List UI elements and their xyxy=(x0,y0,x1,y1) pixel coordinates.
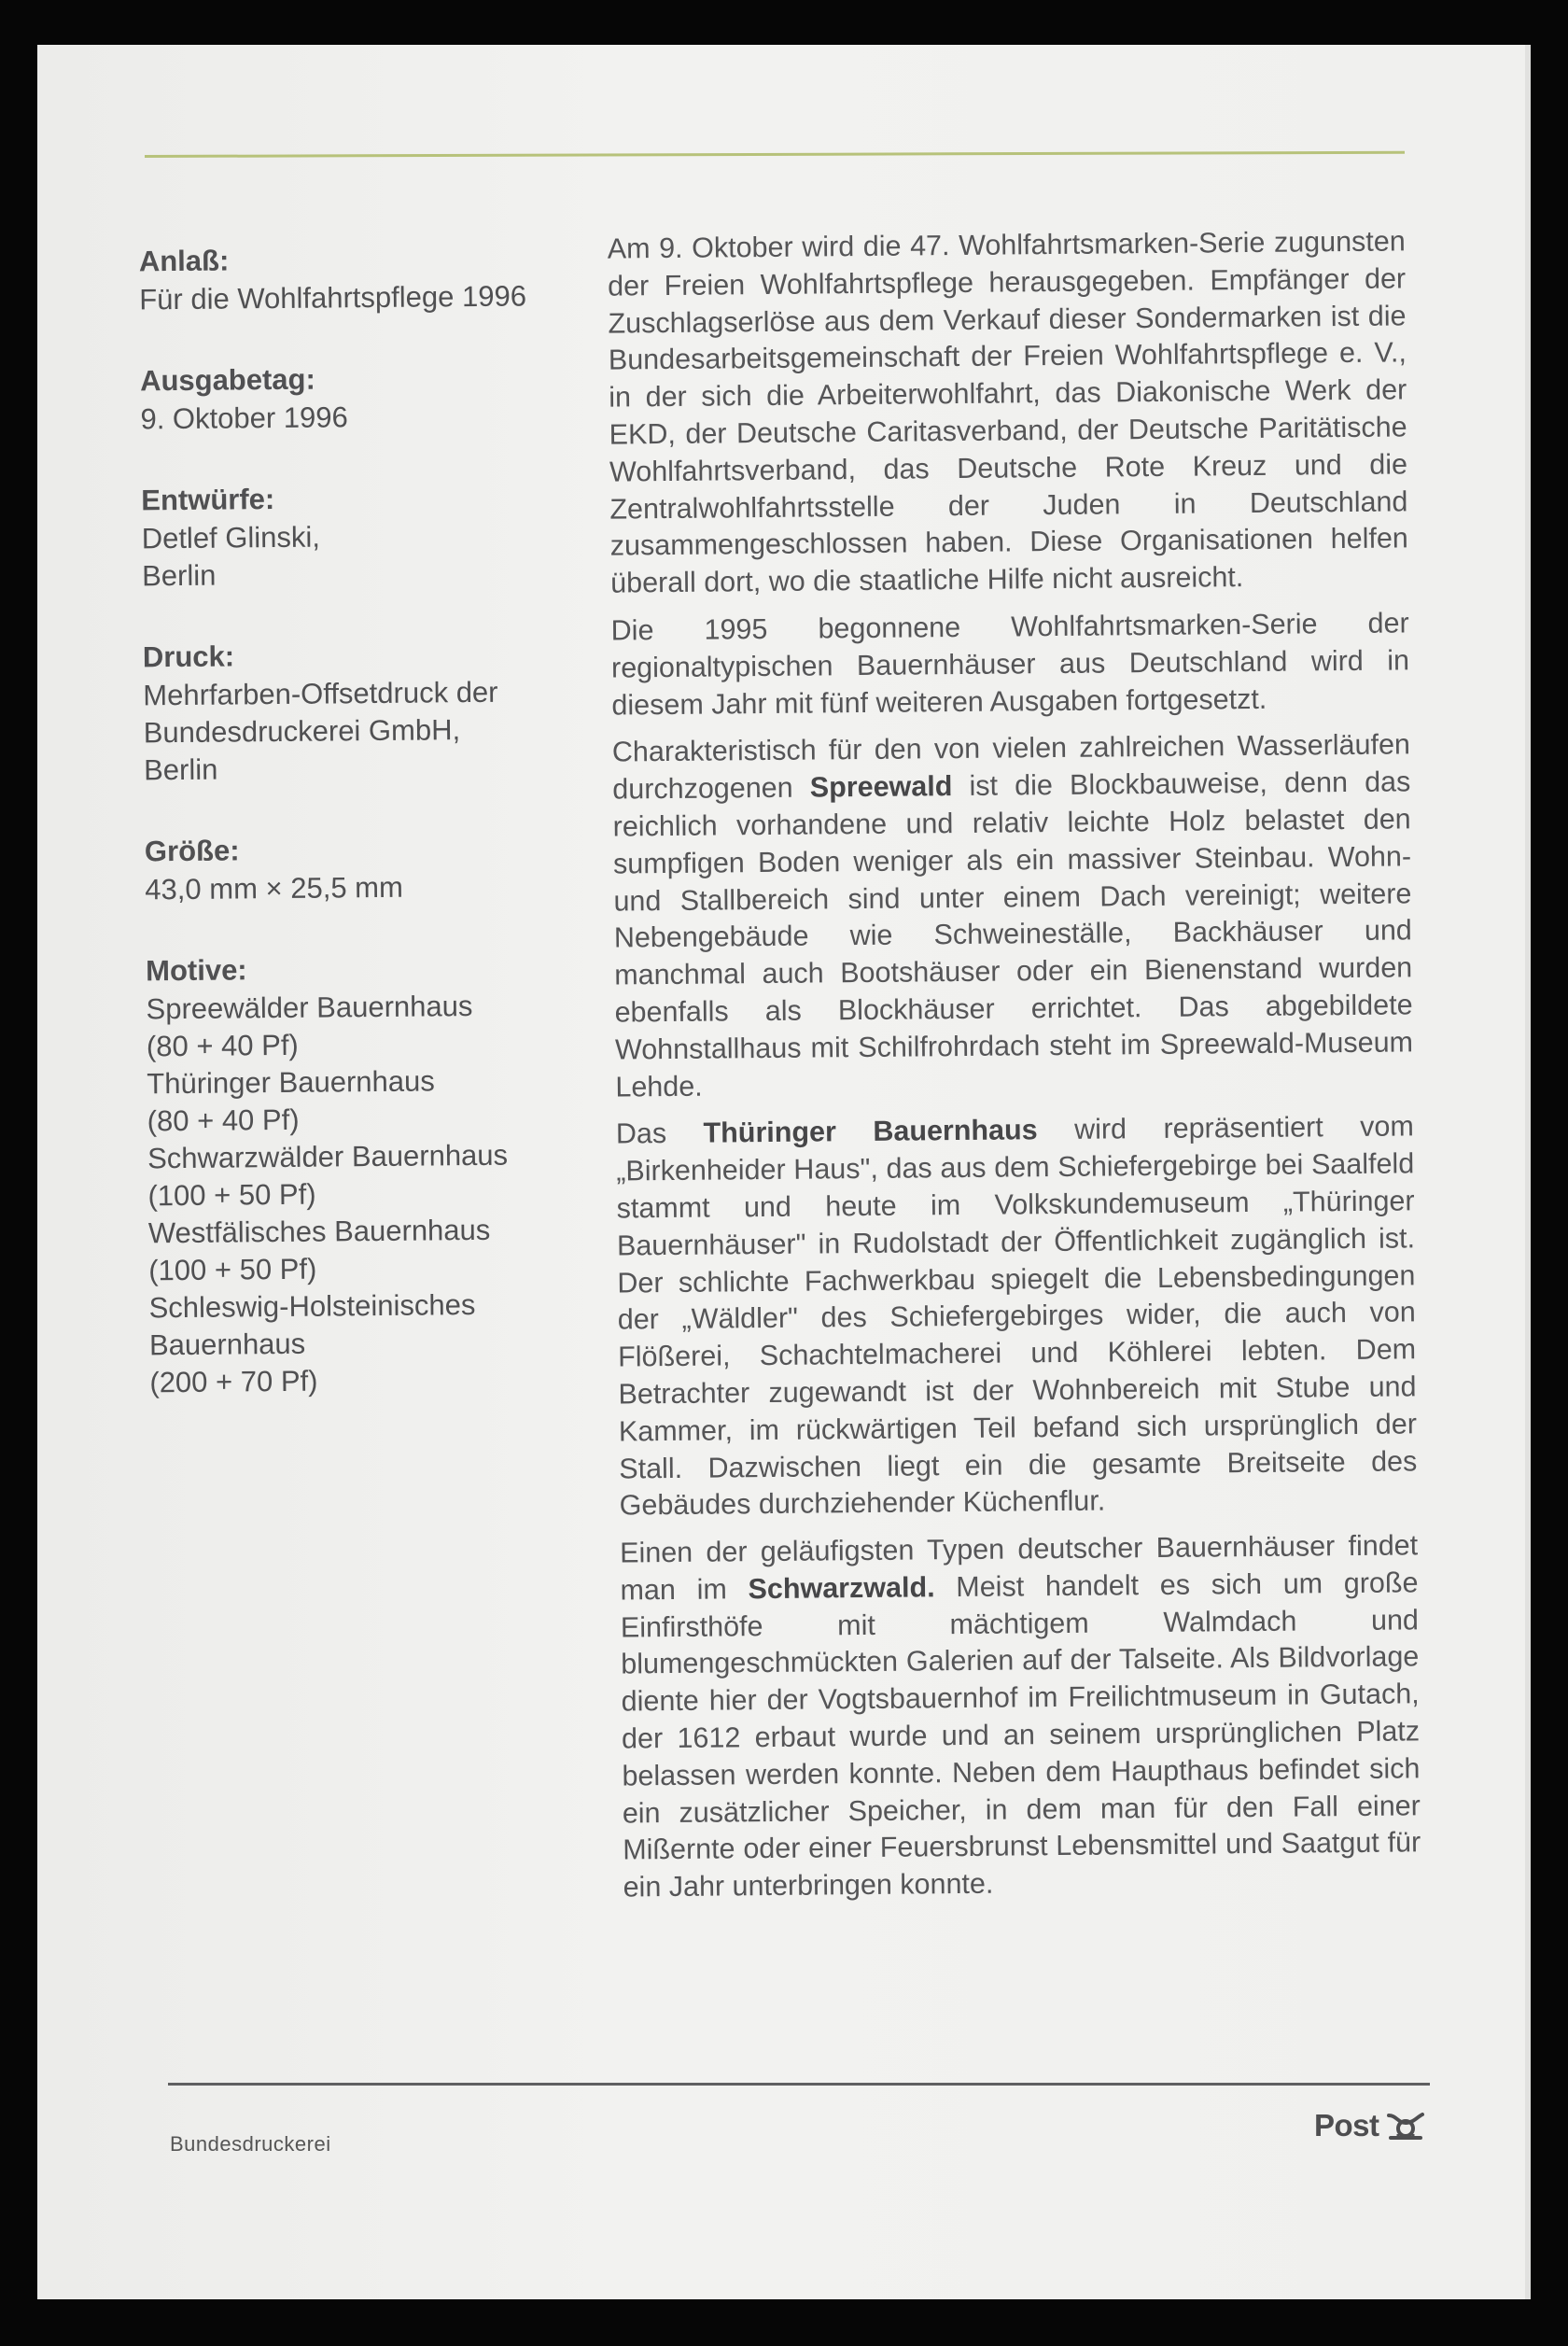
info-heading: Entwürfe: xyxy=(141,483,275,517)
paragraph-thueringen: Das Thüringer Bauernhaus wird repräsentiert vom „Birkenheider Haus", das aus dem Schiefergebirge bei Saalfeld stammt und heute im Volkskundemuseum „Thüringer Bauernhäuser" in Rudolstadt der Öffentlichkeit zugänglich ist. Der schlichte Fachwerkbau spiegelt die Lebensbedingungen der „Wäldler" des Schiefergebirges wider, die auch von Flößerei, Schachtelmacherei und Köhlerei lebten. Dem Betrachter zugewandt ist der Wohnbereich mit Stube und Kammer, im rückwärtigen Teil befand sich ursprünglich der Stall. Dazwischen liegt ein die gesamte Breitseite des Gebäudes durchziehender Küchenflur. xyxy=(615,1110,1418,1522)
post-logo xyxy=(1314,2108,1426,2143)
document-sheet xyxy=(37,45,1531,2299)
info-value-line: 43,0 mm × 25,5 mm xyxy=(145,870,404,906)
info-value-line: Für die Wohlfahrtspflege 1996 xyxy=(139,279,527,316)
info-value-line: (80 + 40 Pf) xyxy=(146,1028,299,1063)
info-heading: Anlaß: xyxy=(138,244,230,278)
keyword-thueringer-bauernhaus: Thüringer Bauernhaus xyxy=(703,1114,1038,1149)
info-value-line: Schleswig-Holsteinisches xyxy=(148,1287,476,1325)
post-logo-text: Post xyxy=(1314,2108,1379,2142)
info-value-line: (80 + 40 Pf) xyxy=(147,1103,300,1138)
info-value-line: Bauernhaus xyxy=(148,1327,306,1362)
info-block xyxy=(146,947,636,1401)
paragraph-spreewald: Charakteristisch für den von vielen zahlreichen Wasserläufen durchzogenen Spreewald ist die Blockbauweise, denn das reichlich vorhandene und relativ leichte Holz belastet den sumpfigen Boden weniger als ein massiver Steinbau. Wohn- und Stallbereich sind unter einem Dach vereinigt; weitere Nebengebäude wie Schweineställe, Backhäuser und manchmal auch Bootshäuser oder ein Bienenstand wurden ebenfalls als Blockhäuser errichtet. Das abgebildete Wohnstallhaus mit Schilfrohrdach steht im Spreewald-Museum Lehde. xyxy=(611,728,1414,1103)
posthorn-icon xyxy=(1385,2110,1426,2142)
info-value-line: Berlin xyxy=(141,558,217,593)
info-heading: Druck: xyxy=(142,639,235,674)
info-value-line: Berlin xyxy=(143,752,218,787)
info-value xyxy=(143,672,629,789)
info-value-line: Schwarzwälder Bauernhaus xyxy=(147,1138,509,1175)
info-value xyxy=(142,515,628,595)
info-heading: Größe: xyxy=(144,834,240,868)
keyword-spreewald: Spreewald xyxy=(809,770,953,804)
info-value-line: Westfälisches Bauernhaus xyxy=(147,1213,491,1250)
info-block xyxy=(141,476,627,595)
info-block xyxy=(143,633,630,789)
info-value xyxy=(140,396,625,438)
info-value-line: Bundesdruckerei GmbH, xyxy=(143,713,461,750)
keyword-schwarzwald: Schwarzwald. xyxy=(748,1571,935,1606)
bottom-rule xyxy=(168,2083,1430,2086)
info-block xyxy=(140,357,626,438)
info-column xyxy=(139,237,636,1444)
info-value-line: (200 + 70 Pf) xyxy=(149,1364,318,1399)
info-block xyxy=(139,237,625,318)
info-value-line: Thüringer Bauernhaus xyxy=(147,1064,435,1101)
info-heading: Motive: xyxy=(145,953,247,988)
paragraph-intro: Am 9. Oktober wird die 47. Wohlfahrtsmarken-Serie zugunsten der Freien Wohlfahrtspflege herausgegeben. Empfänger der Zuschlagserlöse aus dem Verkauf dieser Sondermarken ist die Bundesarbeitsgemeinschaft der Freien Wohlfahrtspflege e. V., in der sich die Arbeiterwohlfahrt, das Diakonische Werk der EKD, der Deutsche Caritasverband, der Deutsche Paritätische Wohlfahrtsverband, das Deutsche Rote Kreuz und die Zentralwohlfahrtsstelle der Juden in Deutschland zusammengeschlossen haben. Diese Organisationen helfen überall dort, wo die staatliche Hilfe nicht ausreicht. xyxy=(607,225,1408,599)
info-value-line: Detlef Glinski, xyxy=(141,520,321,555)
info-value xyxy=(145,866,630,908)
info-value-line: (100 + 50 Pf) xyxy=(148,1252,317,1287)
description-column xyxy=(608,223,1421,1917)
info-value-line: Spreewälder Bauernhaus xyxy=(146,990,473,1026)
info-value-line: Mehrfarben-Offsetdruck der xyxy=(143,675,498,712)
info-value-line: 9. Oktober 1996 xyxy=(140,400,348,436)
paragraph-series: Die 1995 begonnene Wohlfahrtsmarken-Serie der regionaltypischen Bauernhäuser aus Deutschland wird in diesem Jahr mit fünf weiteren Ausgaben fortgesetzt. xyxy=(610,607,1410,722)
info-value xyxy=(146,986,635,1401)
content-area xyxy=(37,45,1531,2299)
info-heading: Ausgabetag: xyxy=(139,362,316,398)
info-block xyxy=(145,827,631,908)
info-value-line: (100 + 50 Pf) xyxy=(147,1177,316,1213)
info-value xyxy=(139,276,624,318)
footer-printer: Bundesdruckerei xyxy=(170,2132,331,2156)
paragraph-schwarzwald: Einen der geläufigsten Typen deutscher Bauernhäuser findet man im Schwarzwald. Meist handelt es sich um große Einfirsthöfe mit mächtigem Walmdach und blumengeschmückten Galerien auf der Talseite. Als Bildvorlage diente hier der Vogtsbauernhof im Freilichtmuseum in Gutach, der 1612 erbaut wurde und an seinem ursprünglichen Platz belassen werden konnte. Neben dem Haupthaus befindet sich ein zusätzlicher Speicher, in dem man für den Fall einer Mißernte oder einer Feuersbrunst Lebensmittel und Saatgut für ein Jahr unterbringen konnte. xyxy=(620,1529,1421,1903)
